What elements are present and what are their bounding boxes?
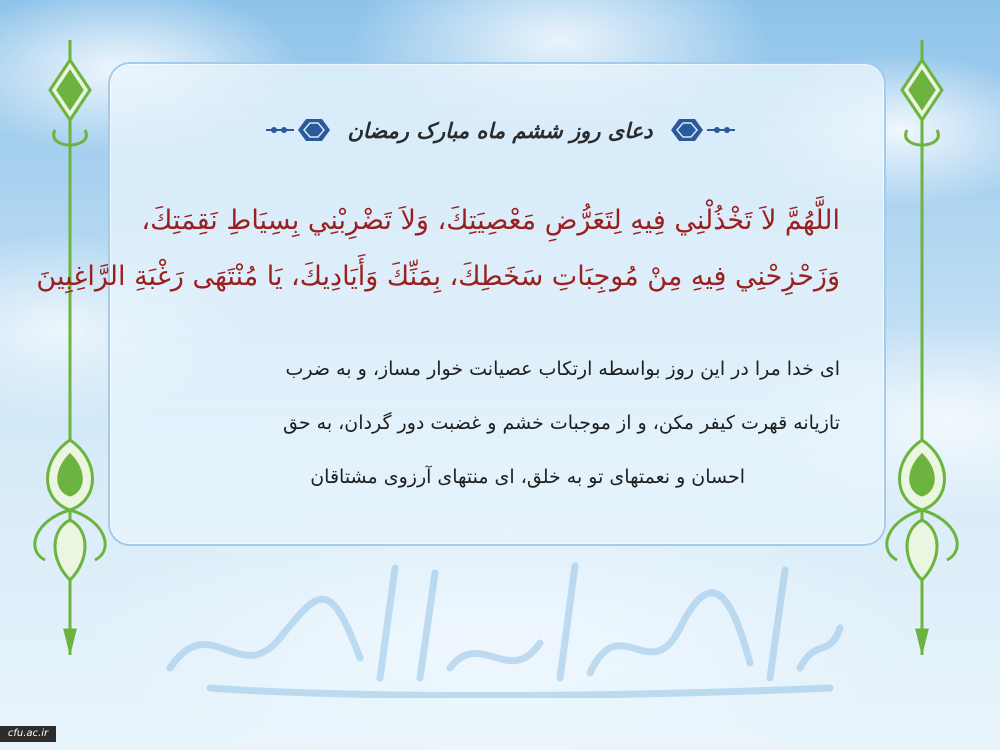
persian-line-1: ای خدا مرا در این روز بواسطه ارتکاب عصیانت خوار مساز، و به ضرب (285, 358, 840, 380)
arabic-line-1: اللَّهُمَّ لاَ تَخْذُلْنِي فِيهِ لِتَعَرُّضِ مَعْصِيَتِكَ، وَلاَ تَضْرِبْنِي بِسِيَاطِ نَقِمَتِكَ، (141, 205, 840, 236)
persian-line-3: احسان و نعمتهای تو به خلق، ای منتهای آرزوی مشتاقان (310, 466, 745, 488)
title-ornament-right-icon (667, 117, 735, 143)
site-logo-badge: cfu.ac.ir (0, 726, 56, 742)
arabic-line-2: وَزَحْزِحْنِي فِيهِ مِنْ مُوجِبَاتِ سَخَطِكَ، بِمَنِّكَ وَأَيَادِيكَ، يَا مُنْتَهَى رَغْبَةِ الرَّاغِبِينَ (36, 261, 840, 292)
title-ornament-left-icon (266, 117, 334, 143)
title-row (0, 110, 1000, 150)
persian-line-2: تازیانه قهرت کیفر مکن، و از موجبات خشم و غضبت دور گردان، به حق (283, 412, 840, 434)
page-title: دعای روز ششم ماه مبارک رمضان (347, 117, 653, 143)
background-calligraphy (150, 548, 850, 698)
